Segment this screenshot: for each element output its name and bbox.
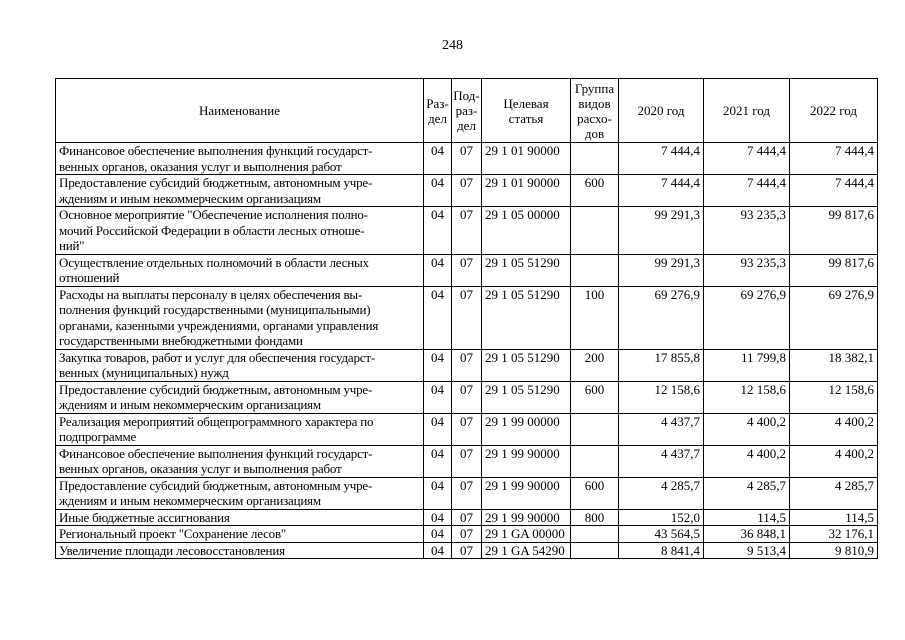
table-row <box>56 445 878 477</box>
row-subsection: 07 <box>452 526 482 543</box>
row-value-2021: 114,5 <box>704 509 790 526</box>
row-subsection: 07 <box>452 413 482 445</box>
header-2021: 2021 год <box>704 79 790 143</box>
row-value-2020: 7 444,4 <box>619 175 704 207</box>
table-row <box>56 175 878 207</box>
row-expense-group <box>571 445 619 477</box>
row-expense-group: 600 <box>571 381 619 413</box>
row-value-2022: 4 400,2 <box>790 445 878 477</box>
row-expense-group: 800 <box>571 509 619 526</box>
row-subsection: 07 <box>452 509 482 526</box>
table-row <box>56 526 878 543</box>
row-value-2021: 93 235,3 <box>704 254 790 286</box>
row-name: Предоставление субсидий бюджетным, автономным учре- ждениям и иным некоммерческим организациям <box>56 477 424 509</box>
table-row <box>56 413 878 445</box>
header-name: Наименование <box>56 79 424 143</box>
row-section: 04 <box>424 349 452 381</box>
row-value-2020: 152,0 <box>619 509 704 526</box>
row-value-2021: 4 285,7 <box>704 477 790 509</box>
row-value-2022: 7 444,4 <box>790 143 878 175</box>
row-value-2022: 12 158,6 <box>790 381 878 413</box>
row-name: Реализация мероприятий общепрограммного характера по подпрограмме <box>56 413 424 445</box>
row-value-2022: 7 444,4 <box>790 175 878 207</box>
row-value-2022: 32 176,1 <box>790 526 878 543</box>
row-subsection: 07 <box>452 207 482 255</box>
budget-table <box>55 78 878 559</box>
row-value-2020: 7 444,4 <box>619 143 704 175</box>
row-value-2020: 4 437,7 <box>619 445 704 477</box>
row-section: 04 <box>424 445 452 477</box>
row-value-2021: 7 444,4 <box>704 143 790 175</box>
row-value-2021: 36 848,1 <box>704 526 790 543</box>
row-value-2020: 99 291,3 <box>619 207 704 255</box>
table-row <box>56 254 878 286</box>
row-value-2022: 9 810,9 <box>790 542 878 559</box>
table-row <box>56 542 878 559</box>
row-value-2022: 99 817,6 <box>790 254 878 286</box>
row-value-2020: 4 437,7 <box>619 413 704 445</box>
row-name: Расходы на выплаты персоналу в целях обеспечения вы- полнения функций государственными (муниципальными) органами, казенными учреждениями, органами управления государственными внебюджетными фондами <box>56 286 424 349</box>
row-expense-group <box>571 143 619 175</box>
row-name: Основное мероприятие "Обеспечение исполнения полно- мочий Российской Федерации в области лесных отноше- ний" <box>56 207 424 255</box>
header-2020: 2020 год <box>619 79 704 143</box>
header-section: Раз- дел <box>424 79 452 143</box>
header-row <box>56 79 878 143</box>
row-target: 29 1 05 51290 <box>482 254 571 286</box>
row-subsection: 07 <box>452 477 482 509</box>
row-value-2020: 17 855,8 <box>619 349 704 381</box>
row-section: 04 <box>424 254 452 286</box>
row-target: 29 1 05 51290 <box>482 286 571 349</box>
row-target: 29 1 05 51290 <box>482 381 571 413</box>
row-value-2021: 93 235,3 <box>704 207 790 255</box>
row-target: 29 1 GA 54290 <box>482 542 571 559</box>
row-name: Финансовое обеспечение выполнения функций государст- венных органов, оказания услуг и выполнения работ <box>56 445 424 477</box>
table-row <box>56 143 878 175</box>
row-name: Иные бюджетные ассигнования <box>56 509 424 526</box>
row-subsection: 07 <box>452 254 482 286</box>
row-value-2022: 4 285,7 <box>790 477 878 509</box>
header-2022: 2022 год <box>790 79 878 143</box>
row-target: 29 1 99 00000 <box>482 413 571 445</box>
row-target: 29 1 01 90000 <box>482 175 571 207</box>
row-subsection: 07 <box>452 445 482 477</box>
table-row <box>56 286 878 349</box>
row-target: 29 1 05 00000 <box>482 207 571 255</box>
row-name: Предоставление субсидий бюджетным, автономным учре- ждениям и иным некоммерческим организациям <box>56 175 424 207</box>
row-expense-group: 200 <box>571 349 619 381</box>
header-target: Целевая статья <box>482 79 571 143</box>
row-target: 29 1 GA 00000 <box>482 526 571 543</box>
row-section: 04 <box>424 526 452 543</box>
row-value-2022: 114,5 <box>790 509 878 526</box>
row-name: Региональный проект "Сохранение лесов" <box>56 526 424 543</box>
row-value-2020: 99 291,3 <box>619 254 704 286</box>
row-value-2021: 9 513,4 <box>704 542 790 559</box>
row-subsection: 07 <box>452 542 482 559</box>
row-name: Увеличение площади лесовосстановления <box>56 542 424 559</box>
row-section: 04 <box>424 207 452 255</box>
table-row <box>56 477 878 509</box>
row-expense-group: 100 <box>571 286 619 349</box>
row-name: Закупка товаров, работ и услуг для обеспечения государст- венных (муниципальных) нужд <box>56 349 424 381</box>
row-value-2021: 69 276,9 <box>704 286 790 349</box>
row-section: 04 <box>424 381 452 413</box>
row-value-2021: 4 400,2 <box>704 445 790 477</box>
row-expense-group <box>571 526 619 543</box>
row-target: 29 1 99 90000 <box>482 445 571 477</box>
row-expense-group <box>571 254 619 286</box>
row-value-2021: 4 400,2 <box>704 413 790 445</box>
table-row <box>56 381 878 413</box>
row-value-2020: 4 285,7 <box>619 477 704 509</box>
row-expense-group: 600 <box>571 175 619 207</box>
row-value-2020: 69 276,9 <box>619 286 704 349</box>
header-subsection: Под- раз- дел <box>452 79 482 143</box>
table-row <box>56 509 878 526</box>
row-section: 04 <box>424 477 452 509</box>
row-value-2021: 7 444,4 <box>704 175 790 207</box>
row-value-2021: 11 799,8 <box>704 349 790 381</box>
header-expense-group: Группа видов расхо- дов <box>571 79 619 143</box>
row-target: 29 1 01 90000 <box>482 143 571 175</box>
row-subsection: 07 <box>452 381 482 413</box>
row-subsection: 07 <box>452 349 482 381</box>
table-body <box>56 143 878 559</box>
row-section: 04 <box>424 542 452 559</box>
row-value-2022: 4 400,2 <box>790 413 878 445</box>
row-expense-group <box>571 207 619 255</box>
row-target: 29 1 99 90000 <box>482 477 571 509</box>
row-value-2020: 12 158,6 <box>619 381 704 413</box>
row-subsection: 07 <box>452 143 482 175</box>
row-value-2022: 99 817,6 <box>790 207 878 255</box>
row-value-2021: 12 158,6 <box>704 381 790 413</box>
row-name: Финансовое обеспечение выполнения функций государст- венных органов, оказания услуг и выполнения работ <box>56 143 424 175</box>
row-value-2020: 8 841,4 <box>619 542 704 559</box>
row-target: 29 1 99 90000 <box>482 509 571 526</box>
page-number: 248 <box>442 38 463 53</box>
row-expense-group <box>571 542 619 559</box>
row-expense-group: 600 <box>571 477 619 509</box>
row-section: 04 <box>424 509 452 526</box>
row-name: Предоставление субсидий бюджетным, автономным учре- ждениям и иным некоммерческим организациям <box>56 381 424 413</box>
row-value-2020: 43 564,5 <box>619 526 704 543</box>
row-subsection: 07 <box>452 175 482 207</box>
table-row <box>56 349 878 381</box>
row-target: 29 1 05 51290 <box>482 349 571 381</box>
row-section: 04 <box>424 286 452 349</box>
row-subsection: 07 <box>452 286 482 349</box>
row-section: 04 <box>424 175 452 207</box>
row-section: 04 <box>424 143 452 175</box>
row-value-2022: 69 276,9 <box>790 286 878 349</box>
table-row <box>56 207 878 255</box>
row-name: Осуществление отдельных полномочий в области лесных отношений <box>56 254 424 286</box>
row-section: 04 <box>424 413 452 445</box>
row-expense-group <box>571 413 619 445</box>
row-value-2022: 18 382,1 <box>790 349 878 381</box>
